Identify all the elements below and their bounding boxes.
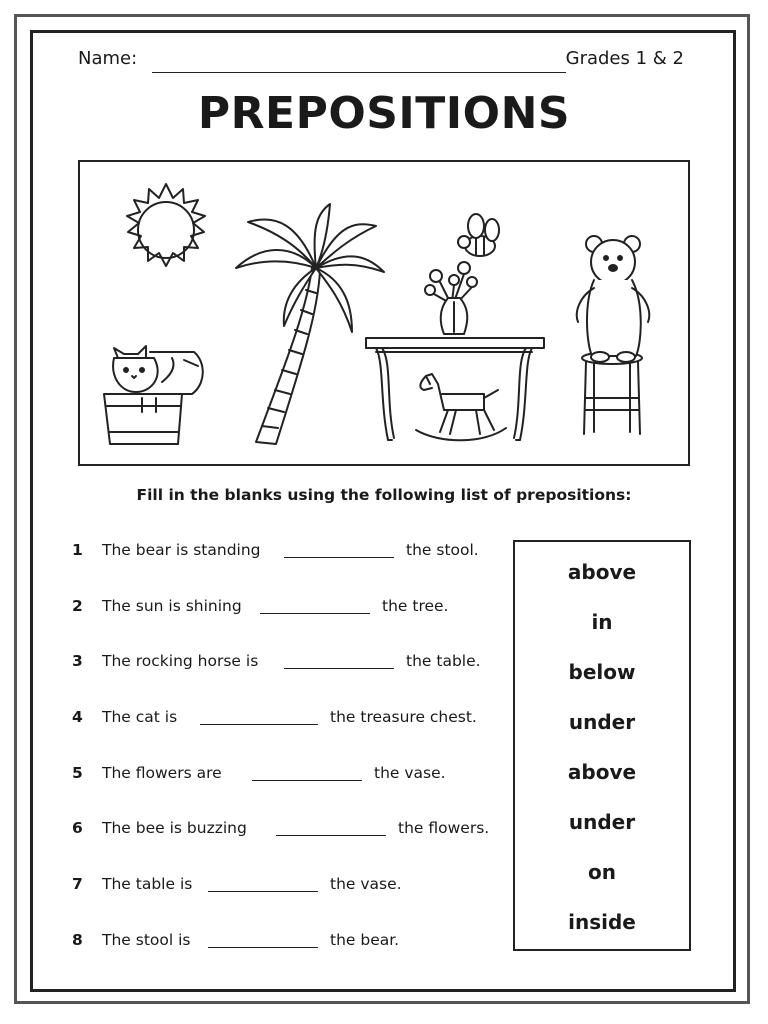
word-bank-item: under: [568, 710, 636, 734]
word-bank-item: above: [567, 560, 637, 584]
word-bank-item: on: [588, 860, 616, 884]
question-text-before: The bee is buzzing: [102, 819, 247, 837]
question-text-before: The sun is shining: [102, 597, 242, 615]
word-bank: [513, 540, 691, 951]
answer-blank[interactable]: [284, 668, 394, 669]
vase-icon: [441, 298, 468, 334]
stool-icon: [582, 352, 642, 434]
bee-icon: [458, 214, 499, 256]
answer-blank[interactable]: [260, 613, 370, 614]
scene-illustration: [78, 160, 690, 466]
flowers-icon: [425, 262, 477, 302]
palm-tree-icon: [236, 204, 384, 444]
question-number: 2: [72, 597, 83, 615]
word-bank-item: in: [591, 610, 613, 634]
question-text-before: The bear is standing: [102, 541, 261, 559]
word-bank-item: under: [568, 810, 636, 834]
question-text-before: The stool is: [102, 931, 191, 949]
instructions-text: Fill in the blanks using the following list of prepositions:: [136, 486, 632, 504]
question-number: 6: [72, 819, 83, 837]
question-text-after: the table.: [406, 652, 481, 670]
question-number: 5: [72, 764, 83, 782]
question-number: 3: [72, 652, 83, 670]
answer-blank[interactable]: [276, 835, 386, 836]
answer-blank[interactable]: [208, 891, 318, 892]
question-text-after: the flowers.: [398, 819, 490, 837]
word-bank-item: above: [567, 760, 637, 784]
question-number: 8: [72, 931, 83, 949]
question-number: 7: [72, 875, 83, 893]
question-text-after: the stool.: [406, 541, 479, 559]
rocking-horse-icon: [416, 374, 506, 440]
name-label: Name:: [78, 48, 138, 69]
answer-blank[interactable]: [252, 780, 362, 781]
question-text-before: The cat is: [102, 708, 178, 726]
question-text-before: The flowers are: [102, 764, 222, 782]
question-text-after: the vase.: [374, 764, 446, 782]
word-bank-item: inside: [568, 910, 636, 934]
question-text-before: The rocking horse is: [102, 652, 259, 670]
question-text-after: the tree.: [382, 597, 449, 615]
word-bank-item: below: [568, 660, 636, 684]
question-number: 1: [72, 541, 83, 559]
question-number: 4: [72, 708, 83, 726]
answer-blank[interactable]: [284, 557, 394, 558]
answer-blank[interactable]: [200, 724, 318, 725]
teddy-bear-icon: [577, 236, 649, 362]
grade-label: Grades 1 & 2: [565, 48, 684, 69]
question-text-after: the bear.: [330, 931, 400, 949]
answer-blank[interactable]: [208, 947, 318, 948]
sun-icon: [127, 184, 205, 266]
question-text-after: the vase.: [330, 875, 402, 893]
question-text-after: the treasure chest.: [330, 708, 477, 726]
name-blank-line[interactable]: [152, 72, 566, 73]
table-icon: [366, 338, 544, 440]
question-text-before: The table is: [102, 875, 193, 893]
page-title: PREPOSITIONS: [197, 88, 571, 139]
